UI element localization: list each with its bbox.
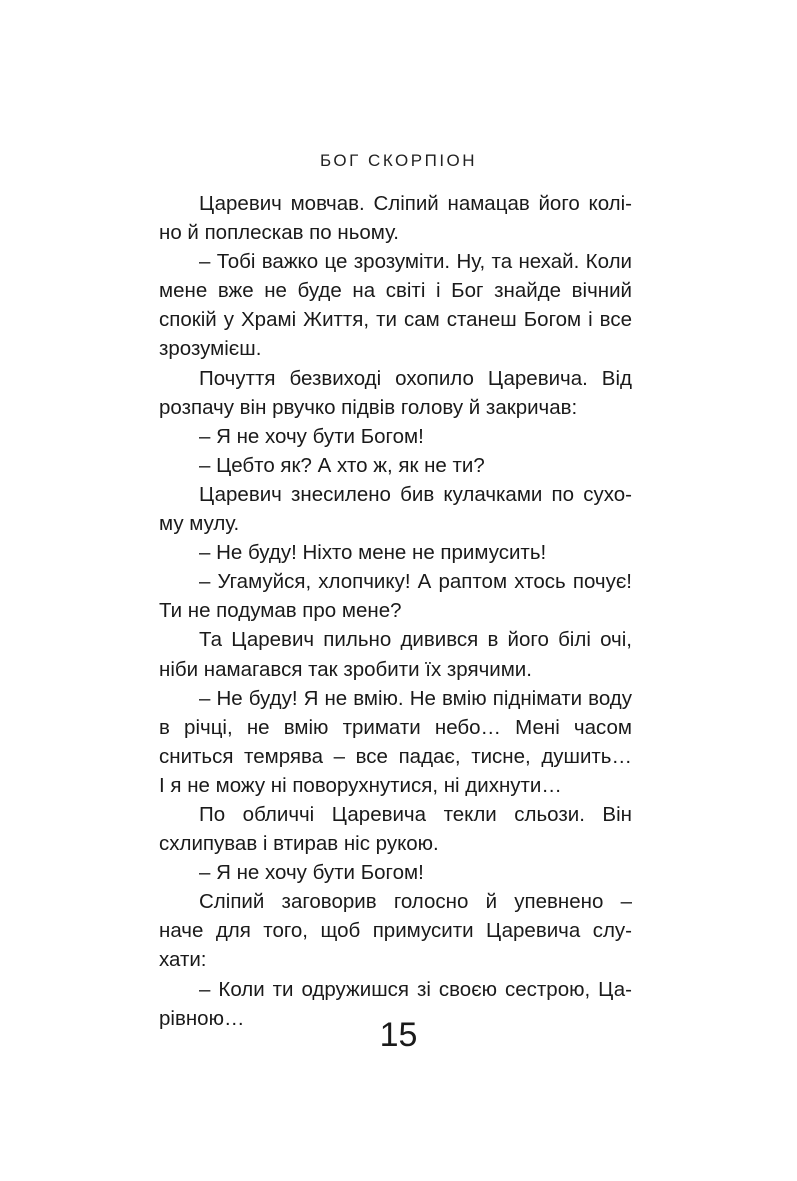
text-line: в річці, не вмію тримати небо… Мені часом bbox=[159, 715, 632, 739]
text-line: наче для того, щоб примусити Царевича слу- bbox=[159, 919, 632, 943]
text-line: – Коли ти одружишся зі своєю сестрою, Ца- bbox=[199, 977, 632, 1001]
text-line: – Не буду! Я не вмію. Не вмію піднімати воду bbox=[199, 686, 632, 710]
text-line: Сліпий заговорив голосно й упевнено – bbox=[199, 890, 632, 914]
body-text bbox=[159, 189, 632, 1033]
text-line: мене вже не буде на світі і Бог знайде вічний bbox=[159, 279, 632, 303]
text-line: – Я не хочу бути Богом! bbox=[199, 861, 424, 885]
page-number: 15 bbox=[379, 1016, 418, 1054]
text-line: – Не буду! Ніхто мене не примусить! bbox=[199, 541, 547, 565]
text-line: но й поплескав по ньому. bbox=[159, 221, 400, 245]
text-line: рівною… bbox=[159, 1006, 245, 1030]
text-line: – Я не хочу бути Богом! bbox=[199, 424, 424, 448]
text-line: Царевич мовчав. Сліпий намацав його колі- bbox=[199, 192, 632, 215]
text-line: хати: bbox=[159, 948, 207, 972]
text-line: зрозумієш. bbox=[159, 337, 262, 361]
text-line: схлипував і втирав ніс рукою. bbox=[159, 832, 439, 856]
text-line: му мулу. bbox=[159, 512, 240, 536]
running-head: БОГ СКОРПІОН bbox=[319, 151, 478, 170]
text-line: сниться темрява – все падає, тисне, душить… bbox=[159, 744, 632, 768]
text-line: спокій у Храмі Життя, ти сам станеш Богом і все bbox=[159, 308, 632, 332]
text-line: ніби намагався так зробити їх зрячими. bbox=[159, 657, 532, 681]
text-line: Та Царевич пильно дивився в його білі очі, bbox=[199, 628, 632, 652]
text-line: Царевич знесилено бив кулачками по сухо- bbox=[199, 482, 632, 506]
text-line: І я не можу ні поворухнутися, ні дихнути… bbox=[159, 773, 562, 797]
text-line: – Тобі важко це зрозуміти. Ну, та нехай. Коли bbox=[199, 250, 632, 274]
text-line: – Угамуйся, хлопчику! А раптом хтось почує! bbox=[199, 570, 632, 594]
text-line: Почуття безвиході охопило Царевича. Від bbox=[199, 366, 632, 390]
text-line: – Цебто як? А хто ж, як не ти? bbox=[199, 453, 485, 477]
text-line: Ти не подумав про мене? bbox=[159, 599, 402, 623]
text-line: розпачу він рвучко підвів голову й закричав: bbox=[159, 395, 578, 419]
text-line: По обличчі Царевича текли сльози. Він bbox=[199, 802, 632, 826]
